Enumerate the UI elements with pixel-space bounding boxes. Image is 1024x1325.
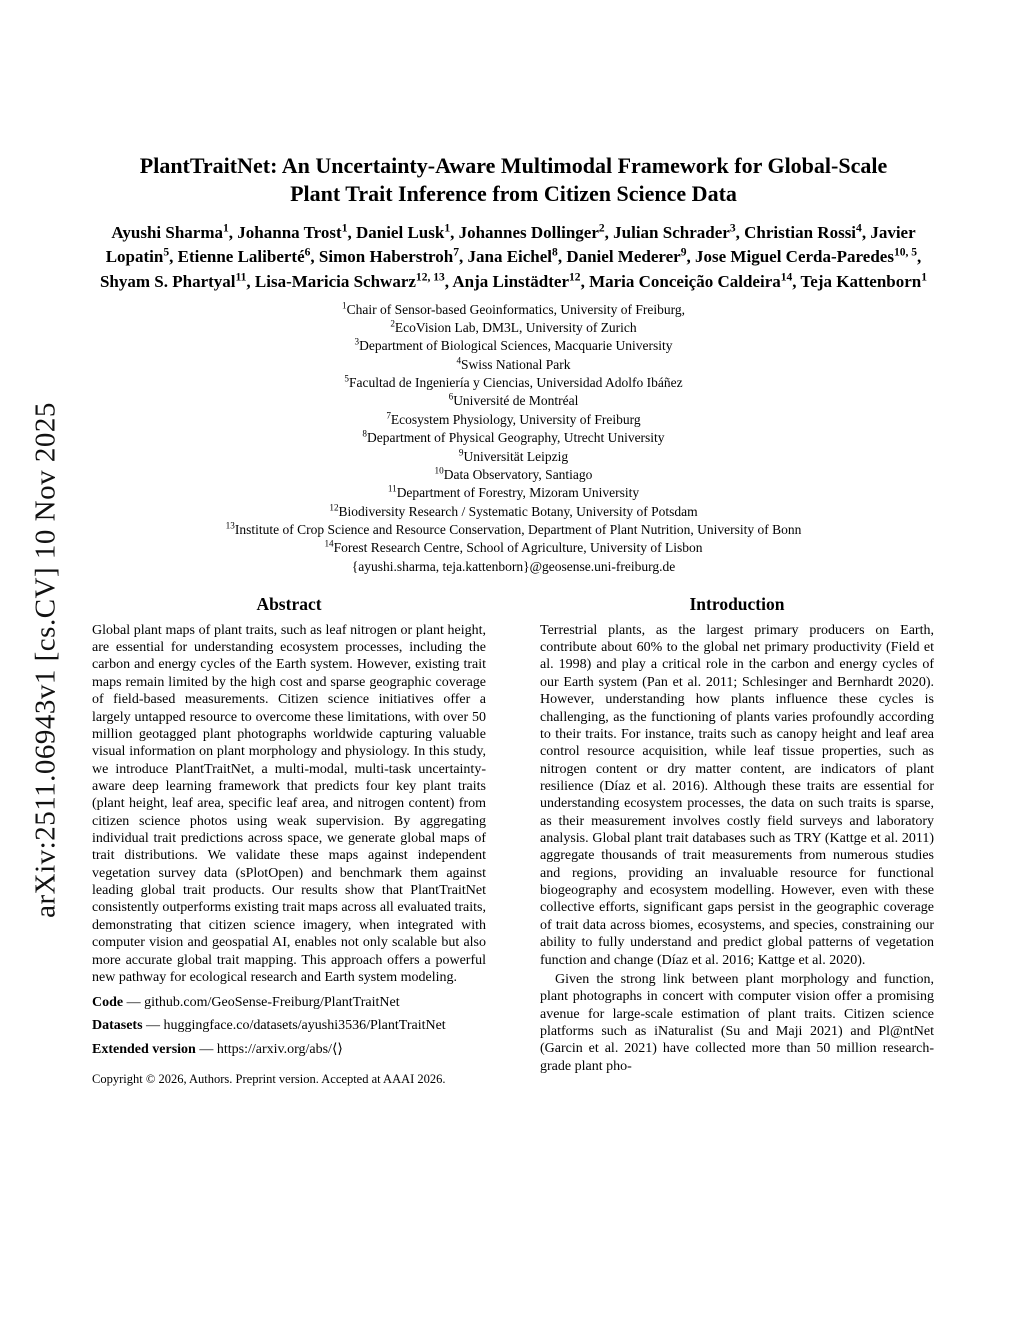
abstract-text: Global plant maps of plant traits, such as leaf nitrogen or plant height, are essential for understanding ecosystem processes, including the carbon and energy cycles of the Earth system. However, existing trait maps remain limited by the high cost and sparse geographic coverage of field-based measurements. Citizen science initiatives offer a largely untapped resource to overcome these limitations, with over 50 million geotagged plant photographs worldwide capturing valuable visual information on plant morphology and physiology. In this study, we introduce PlantTraitNet, a multi-modal, multi-task uncertainty-aware deep learning framework that predicts four key plant traits (plant height, leaf area, specific leaf area, and nitrogen content) from citizen science photos using weak supervision. By aggregating individual trait predictions across space, we generate global maps of trait distributions. We validate these maps against independent vegetation survey data (sPlotOpen) and benchmark them against leading global trait products. Our results show that PlantTraitNet consistently outperforms existing trait maps across all evaluated traits, demonstrating that citizen science imagery, when integrated with computer vision and geospatial AI, enables not only scalable but also more accurate global trait mapping. This approach offers a powerful new pathway for ecological research and Earth system modeling. (92, 622, 486, 985)
paper-title (92, 152, 935, 208)
author-affiliation-superscript: 4 (856, 221, 862, 235)
author-affiliation-superscript: 10, 5 (893, 245, 918, 259)
author-name: Javier Lopatin$^5$, (105, 223, 916, 267)
author-affiliation-superscript: 12, 13 (415, 269, 445, 283)
affiliation-line: $^5$Facultad de Ingeniería y Ciencias, Universidad Adolfo Ibáñez (344, 373, 683, 391)
affiliation-line: $^{10}$Data Observatory, Santiago (434, 465, 593, 482)
author-name: Etienne Laliberté$^6$, (177, 245, 319, 267)
affiliation-number: 1 (341, 300, 347, 311)
affiliation-number: 13 (225, 520, 235, 531)
affiliation-number: 4 (456, 355, 462, 366)
affiliation-number: 9 (458, 447, 464, 458)
author-affiliation-superscript: 5 (163, 245, 170, 259)
affiliation-line: $^3$Department of Biological Sciences, Macquarie University (354, 336, 673, 354)
affiliation-number: 3 (354, 336, 360, 347)
paper-title-line: Plant Trait Inference from Citizen Science Data (290, 181, 737, 207)
introduction-body (540, 622, 934, 1075)
author-name: Maria Conceição Caldeira$^{14}$, (589, 269, 801, 291)
author-name: Teja Kattenborn$^1$ (800, 269, 928, 291)
affiliation-number: 6 (448, 391, 454, 402)
affiliation-number: 8 (362, 428, 368, 439)
author-affiliation-superscript: 8 (552, 245, 558, 259)
author-name: Johanna Trost$^1$, (237, 221, 356, 243)
author-affiliation-superscript: 1 (921, 269, 928, 283)
resource-label: Code (92, 995, 124, 1011)
affiliation-line: $^{11}$Department of Forestry, Mizoram University (387, 483, 640, 501)
right-column (540, 594, 934, 1088)
author-name: Lisa-Maricia Schwarz$^{12, 13}$, (254, 269, 453, 291)
affiliation-list (92, 301, 935, 558)
contact-email[interactable]: {ayushi.sharma, teja.kattenborn}@geosense.uni-freiburg.de (351, 558, 676, 574)
two-column-body (92, 594, 935, 1088)
paper-title-line: PlantTraitNet: An Uncertainty-Aware Multimodal Framework for Global-Scale (139, 153, 888, 178)
author-name: Simon Haberstroh$^7$, (318, 245, 468, 267)
affiliation-number: 10 (434, 465, 444, 476)
paper-content (92, 152, 935, 1087)
resource-label: Datasets (92, 1018, 143, 1034)
introduction-heading: Introduction (689, 593, 785, 614)
affiliation-line: $^{13}$Institute of Crop Science and Resource Conservation, Department of Plant Nutrition, University of Bonn (225, 520, 802, 537)
affiliation-line: $^4$Swiss National Park (456, 355, 571, 372)
introduction-paragraph: Given the strong link between plant morphology and function, plant photographs in concert with computer vision offer a promising avenue for large-scale estimation of plant traits. Citizen science platforms such as iNaturalist (Su and Maji 2021) and Pl@ntNet (Garcin et al. 2021) have collected more than 50 million research-grade plant pho- (540, 971, 934, 1074)
affiliation-line: $^6$Université de Montréal (448, 391, 579, 409)
resource-line: Datasets — huggingface.co/datasets/ayushi3536/PlantTraitNet (92, 1018, 446, 1034)
affiliation-number: 11 (387, 483, 397, 494)
copyright-notice: Copyright © 2026, Authors. Preprint version. Accepted at AAAI 2026. (92, 1071, 446, 1086)
affiliation-line: $^7$Ecosystem Physiology, University of Freiburg (386, 410, 641, 427)
affiliation-number: 2 (390, 318, 395, 329)
author-affiliation-superscript: 1 (341, 221, 348, 235)
author-name: Jana Eichel$^8$, (467, 245, 567, 267)
author-name: Daniel Lusk$^1$, (355, 221, 459, 243)
left-column (92, 594, 486, 1088)
author-name: Christian Rossi$^4$, (744, 221, 871, 243)
introduction-paragraph: Terrestrial plants, as the largest primary producers on Earth, contribute about 60% to the global net primary productivity (Field et al. 1998) and play a critical role in the carbon and energy cycles of our Earth system (Pan et al. 2011; Schlesinger and Bernhardt 2020). However, understanding how plants influence these cycles is challenging, as the functioning of plants varies profoundly according to their traits. For instance, traits such as canopy height and leaf area control resource acquisition, while leaf tissue properties, such as nitrogen content or dry matter content, are indicators of plant resilience (Díaz et al. 2016). Although these traits are essential for understanding ecosystem processes, the data on such traits is sparse, as their measurement involves costly field surveys and laboratory analysis. Global plant trait databases such as TRY (Kattge et al. 2011) aggregate thousands of trait measurements from numerous studies and regions, providing an invaluable resource for functional biogeography and ecosystem modelling. However, even with these collective efforts, significant gaps persist in the geographic coverage of trait data across biomes, ecosystems, and species, constraining our ability to fully understand and predict global patterns of vegetation function and change (Díaz et al. 2016; Kattge et al. 2020). (540, 622, 934, 968)
resource-link[interactable]: github.com/GeoSense-Freiburg/PlantTraitNet (144, 995, 400, 1011)
affiliation-number: 14 (324, 538, 334, 549)
resource-link[interactable]: huggingface.co/datasets/ayushi3536/PlantTraitNet (163, 1018, 446, 1034)
author-affiliation-superscript: 1 (223, 221, 229, 235)
author-affiliation-superscript: 9 (680, 245, 687, 259)
affiliation-line: $^9$Universität Leipzig (458, 447, 569, 464)
author-name: Shyam S. Phartyal$^{11}$, (99, 269, 255, 291)
author-name: Daniel Mederer$^9$, (566, 245, 696, 267)
author-affiliation-superscript: 7 (453, 245, 459, 259)
author-affiliation-superscript: 11 (235, 269, 247, 283)
author-affiliation-superscript: 6 (304, 245, 311, 259)
affiliation-number: 12 (329, 502, 339, 513)
author-name: Johannes Dollinger$^2$, (458, 221, 614, 243)
resource-list (92, 994, 486, 1059)
author-name: Jose Miguel Cerda-Paredes$^{10, 5}$, (695, 245, 922, 267)
resource-line: Extended version — https://arxiv.org/abs/⟨⟩ (92, 1041, 343, 1057)
affiliation-line: $^{12}$Biodiversity Research / Systematic Botany, University of Potsdam (329, 502, 698, 519)
author-name: Anja Linstädter$^{12}$, (452, 269, 590, 291)
affiliation-number: 7 (386, 410, 391, 421)
author-name: Ayushi Sharma$^1$, (111, 221, 238, 243)
affiliation-line: $^8$Department of Physical Geography, Utrecht University (362, 428, 665, 446)
author-affiliation-superscript: 3 (729, 221, 736, 235)
affiliation-line: $^1$Chair of Sensor-based Geoinformatics, University of Freiburg, (341, 300, 685, 317)
author-name: Julian Schrader$^3$, (613, 221, 745, 243)
arxiv-watermark: arXiv:2511.06943v1 [cs.CV] 10 Nov 2025 (29, 402, 62, 918)
author-affiliation-superscript: 1 (444, 221, 451, 235)
affiliation-line: $^{14}$Forest Research Centre, School of Agriculture, University of Lisbon (324, 538, 703, 556)
author-affiliation-superscript: 2 (598, 221, 605, 235)
affiliation-number: 5 (344, 373, 349, 384)
resource-link[interactable]: https://arxiv.org/abs/⟨⟩ (216, 1041, 343, 1057)
author-affiliation-superscript: 12 (569, 269, 581, 283)
resource-label: Extended version (92, 1041, 196, 1057)
author-affiliation-superscript: 14 (780, 269, 793, 283)
author-list (92, 221, 935, 293)
affiliation-line: $^2$EcoVision Lab, DM3L, University of Zurich (390, 318, 637, 336)
resource-line: Code — github.com/GeoSense-Freiburg/PlantTraitNet (92, 995, 400, 1011)
abstract-heading: Abstract (256, 593, 322, 614)
